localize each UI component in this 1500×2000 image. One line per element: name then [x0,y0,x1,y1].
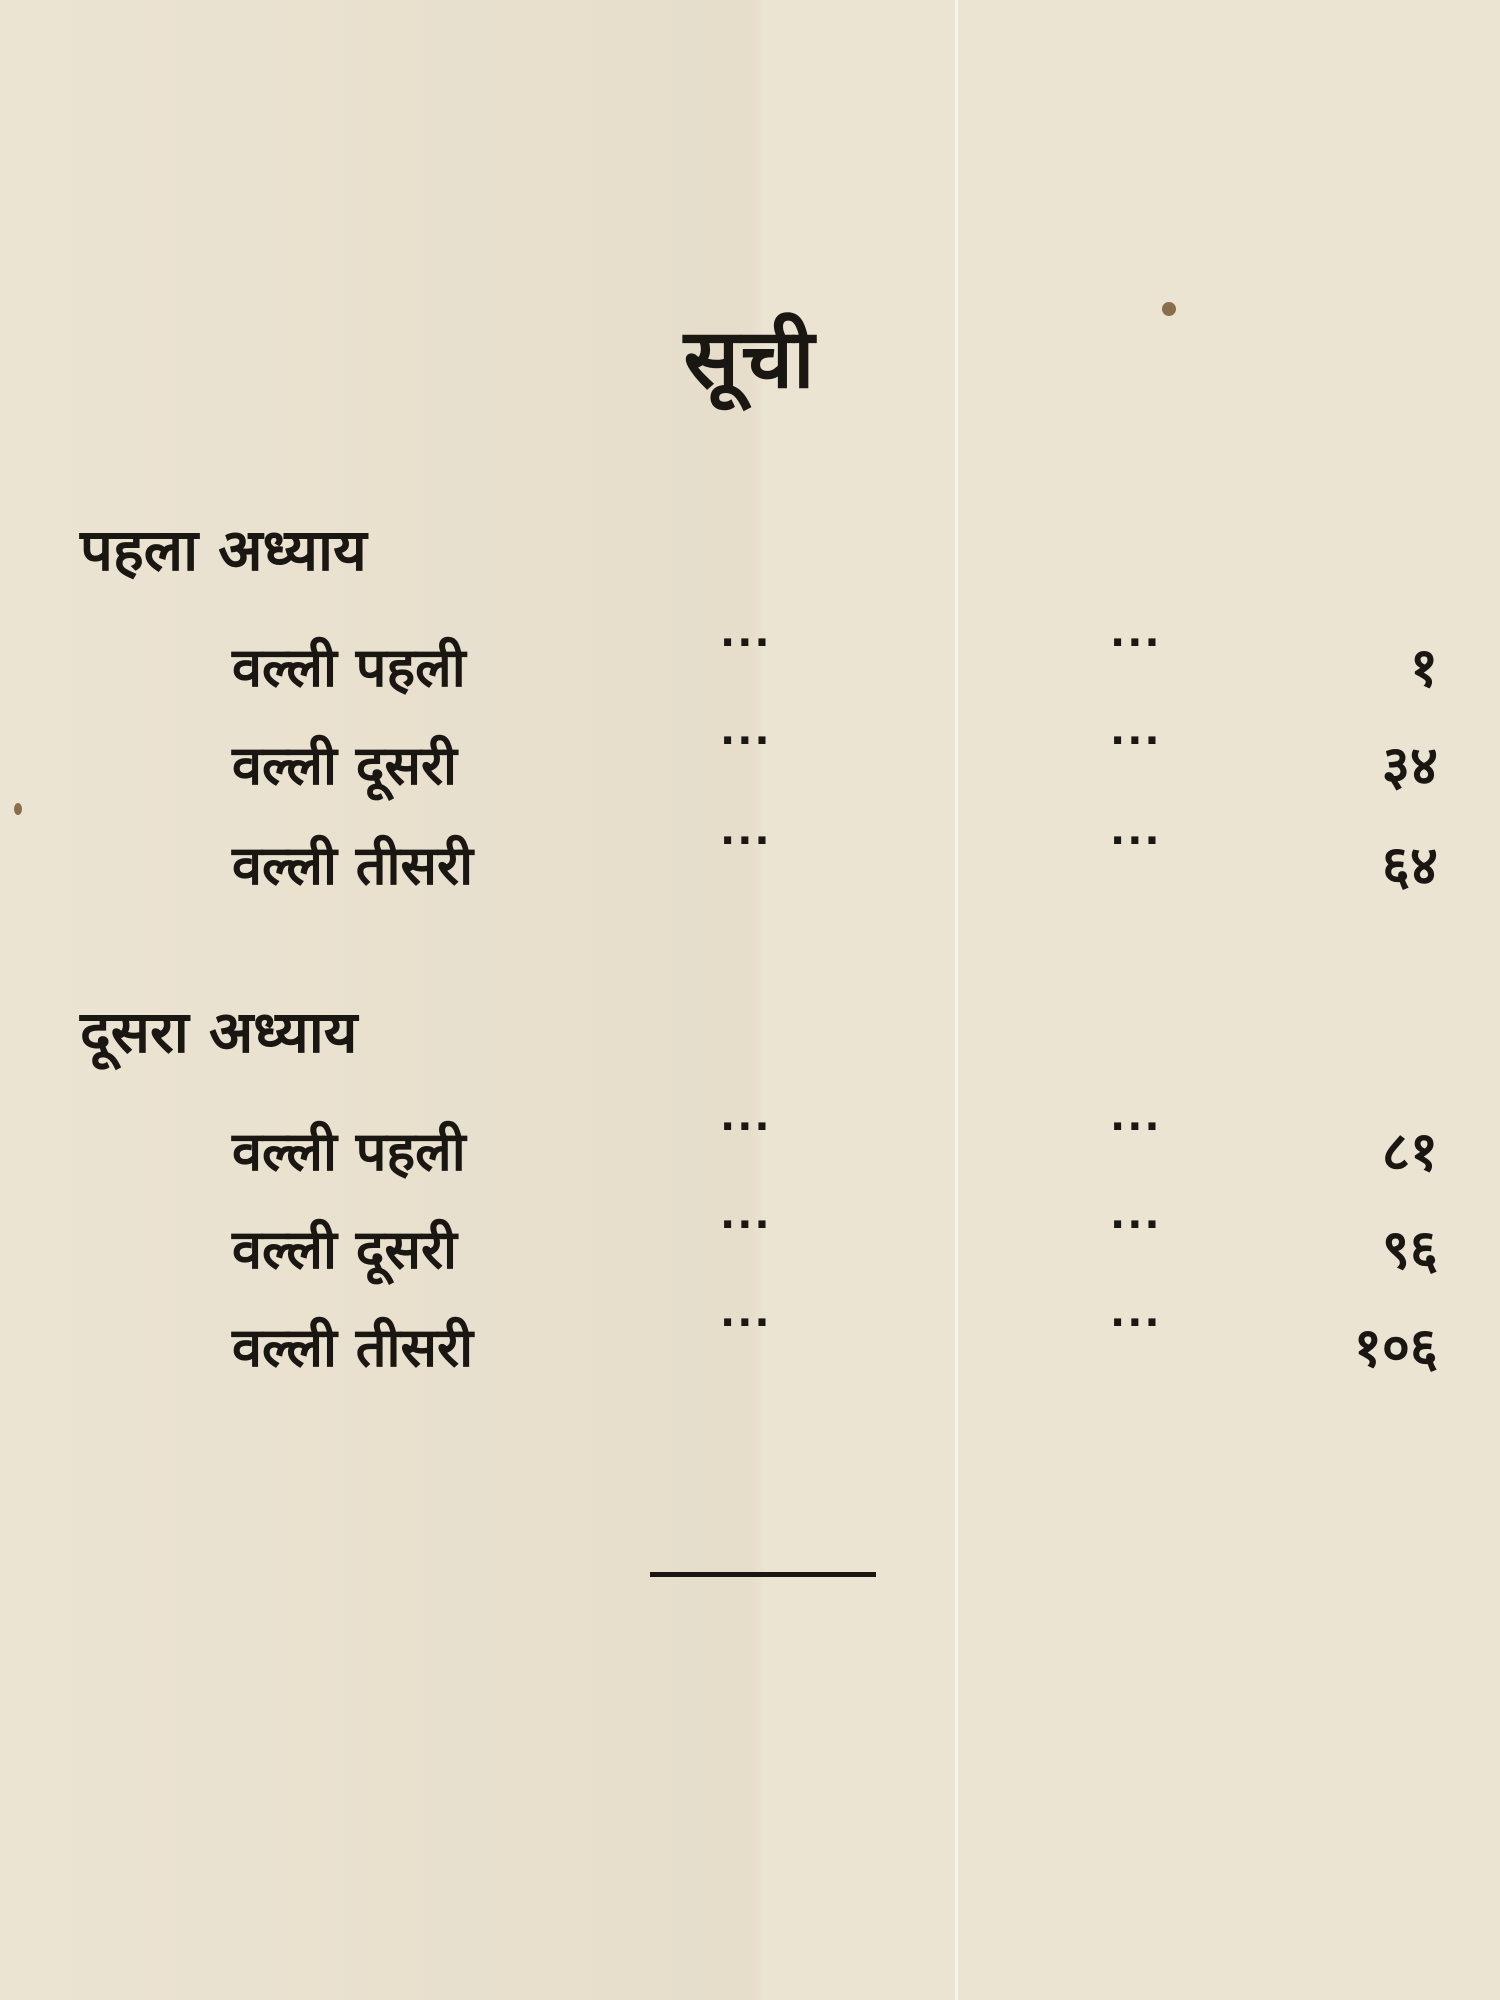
toc-entry-page-number: ३४ [1381,734,1438,797]
toc-entry-label: वल्ली तीसरी [232,1316,474,1379]
toc-entry-page-number: ६४ [1381,834,1438,897]
leader-dots: ··· [720,1300,772,1346]
toc-entry-label: वल्ली दूसरी [232,734,458,797]
leader-dots: ··· [720,818,772,864]
chapter-heading-2: दूसरा अध्याय [80,998,358,1066]
toc-entry-page-number: ९६ [1381,1218,1438,1281]
toc-entry-page-number: १०६ [1353,1316,1438,1379]
toc-entry[interactable] [0,1300,1500,1388]
leader-dots: ··· [720,620,772,666]
toc-entry-page-number: ८१ [1381,1120,1438,1183]
leader-dots: ··· [1110,620,1162,666]
leader-dots: ··· [1110,818,1162,864]
toc-entry[interactable] [0,718,1500,806]
leader-dots: ··· [720,718,772,764]
toc-entry-page-number: १ [1409,636,1438,699]
leader-dots: ··· [720,1202,772,1248]
leader-dots: ··· [1110,1300,1162,1346]
chapter-heading-1: पहला अध्याय [80,516,367,584]
toc-entry[interactable] [0,818,1500,906]
toc-entry[interactable] [0,1202,1500,1290]
toc-entry[interactable] [0,620,1500,708]
page-title: सूची [683,312,817,407]
closing-rule [650,1572,876,1577]
toc-entry-label: वल्ली दूसरी [232,1218,458,1281]
leader-dots: ··· [1110,718,1162,764]
toc-entry[interactable] [0,1104,1500,1192]
leader-dots: ··· [720,1104,772,1150]
toc-entry-label: वल्ली पहली [232,636,466,699]
leader-dots: ··· [1110,1202,1162,1248]
toc-entry-label: वल्ली तीसरी [232,834,474,897]
leader-dots: ··· [1110,1104,1162,1150]
toc-entry-label: वल्ली पहली [232,1120,466,1183]
